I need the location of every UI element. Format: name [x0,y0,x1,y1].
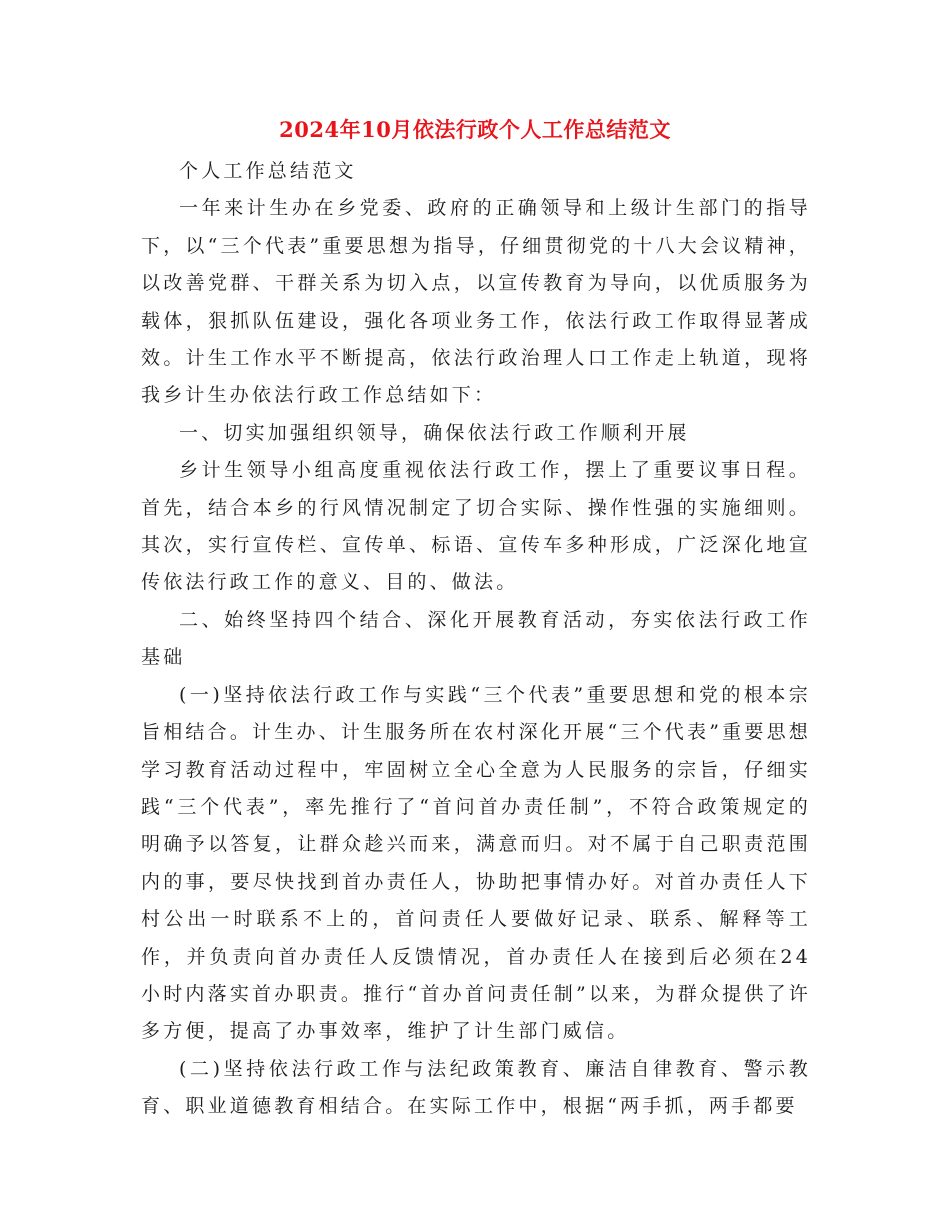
paragraph-heading: 个人工作总结范文 [179,160,357,182]
paragraph-subsection-1: (一)坚持依法行政工作与实践“三个代表”重要思想和党的根本宗旨相结合。计生办、计生服务所在农村深化开展“三个代表”重要思想学习教育活动过程中，牢固树立全心全意为人民服务的宗旨，仔细实践“三个代表”，率先推行了“首问首办责任制”，不符合政策规定的明确予以答复，让群众趁兴而来，满意而归。对不属于自己职责范围内的事，要尽快找到首办责任人，协助把事情办好。对首办责任人下村公出一时联系不上的，首问责任人要做好记录、联系、解释等工作，并负责向首办责任人反馈情况，首办责任人在接到后必须在24小时内落实首办职责。推行“首办首问责任制”以来，为群众提供了许多方便，提高了办事效率，维护了计生部门威信。 [141,683,811,1043]
document-title: 2024年10月依法行政个人工作总结范文 [279,117,671,142]
document-body [141,153,811,1126]
paragraph-section-1: 乡计生领导小组高度重视依法行政工作，摆上了重要议事日程。首先，结合本乡的行风情况制定了切合实际、操作性强的实施细则。其次，实行宣传栏、宣传单、标语、宣传车多种形成，广泛深化地宣传依法行政工作的意义、目的、做法。 [141,459,811,594]
section-heading-1: 一、切实加强组织领导，确保依法行政工作顺利开展 [179,421,690,444]
paragraph-subsection-2: (二)坚持依法行政工作与法纪政策教育、廉洁自律教育、警示教育、职业道德教育相结合。在实际工作中，根据“两手抓，两手都要 [141,1057,811,1118]
paragraph-intro: 一年来计生办在乡党委、政府的正确领导和上级计生部门的指导下，以“三个代表”重要思想为指导，仔细贯彻党的十八大会议精神，以改善党群、干群关系为切入点，以宣传教育为导向，以优质服务为载体，狠抓队伍建设，强化各项业务工作，依法行政工作取得显著成效。计生工作水平不断提高，依法行政治理人口工作走上轨道，现将我乡计生办依法行政工作总结如下： [141,197,811,407]
section-heading-2: 二、始终坚持四个结合、深化开展教育活动，夯实依法行政工作基础 [141,608,811,669]
